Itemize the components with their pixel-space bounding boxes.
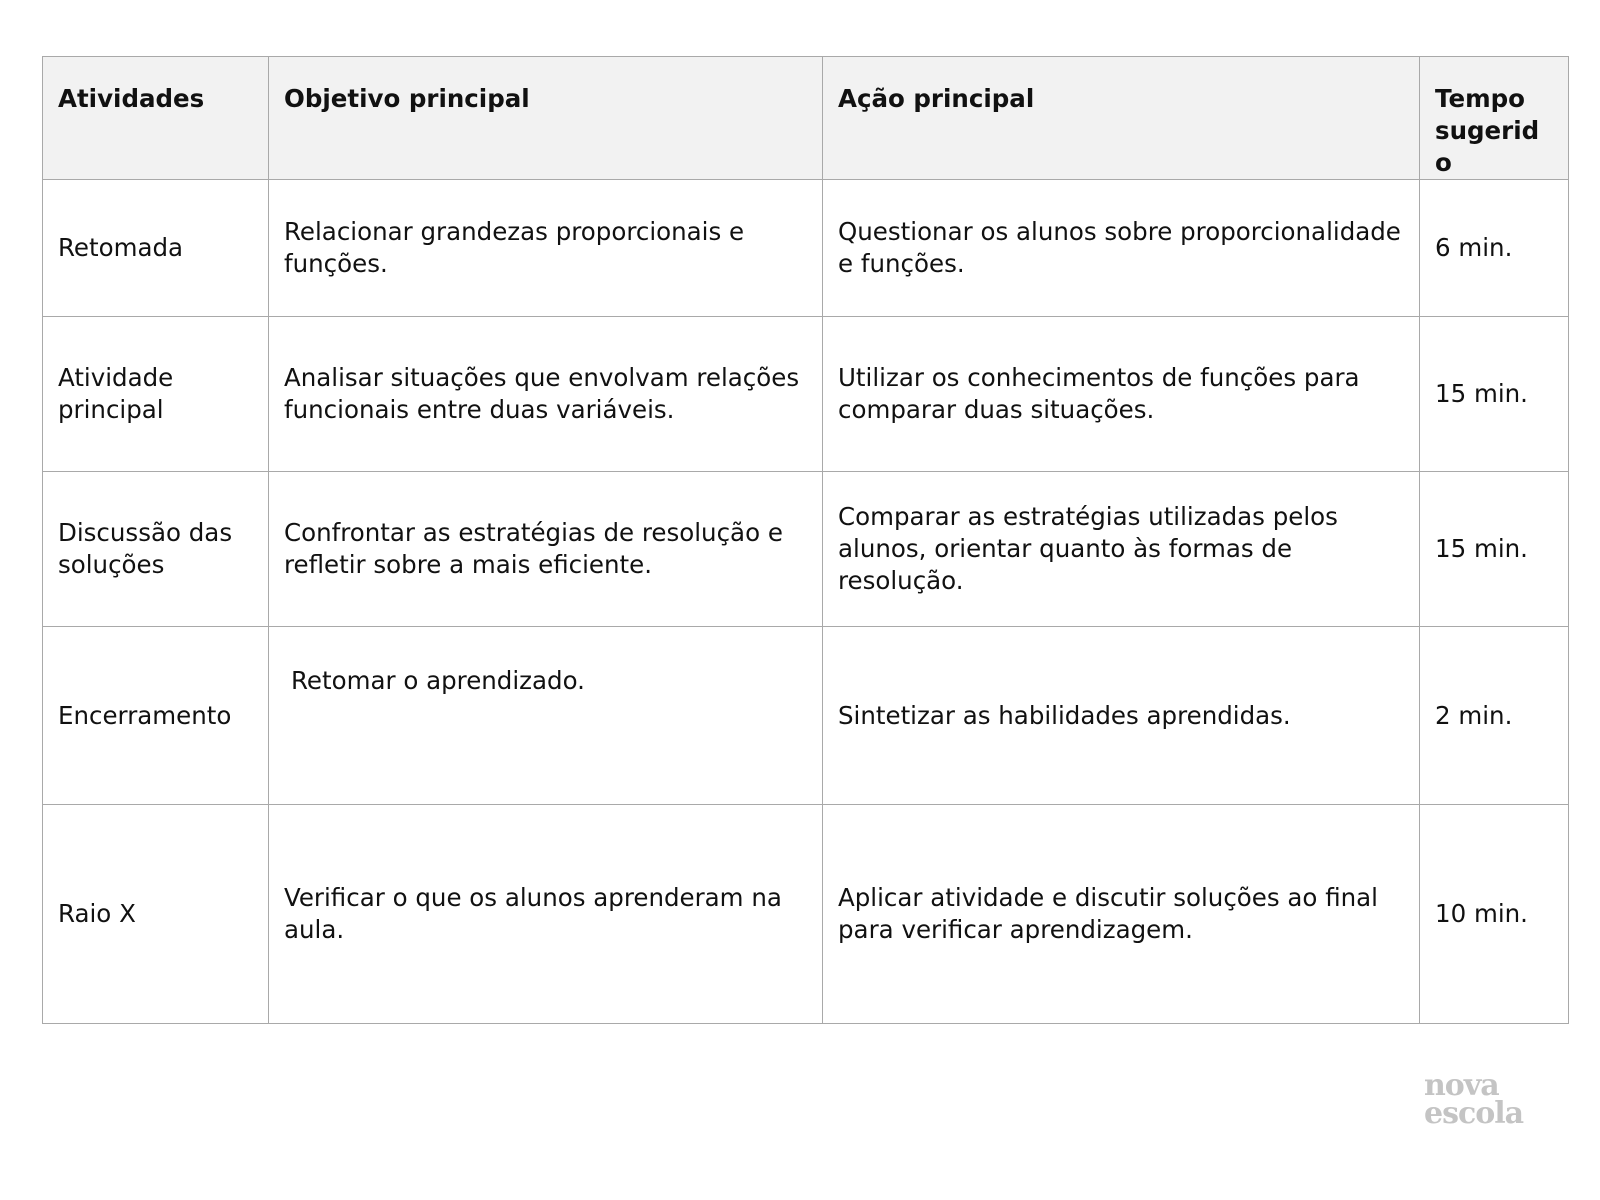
cell-tempo: 15 min. bbox=[1420, 317, 1569, 472]
nova-escola-logo bbox=[1424, 1068, 1544, 1131]
table-row bbox=[43, 805, 1569, 1024]
table-row bbox=[43, 472, 1569, 627]
header-objetivo-principal: Objetivo principal bbox=[269, 57, 823, 180]
cell-atividade: Raio X bbox=[43, 805, 269, 1024]
cell-tempo: 15 min. bbox=[1420, 472, 1569, 627]
table-header-row bbox=[43, 57, 1569, 180]
cell-acao: Comparar as estratégias utilizadas pelos alunos, orientar quanto às formas de resolução. bbox=[823, 472, 1420, 627]
table-row bbox=[43, 627, 1569, 805]
cell-tempo: 2 min. bbox=[1420, 627, 1569, 805]
logo-line-1: nova bbox=[1424, 1068, 1499, 1103]
cell-acao: Utilizar os conhecimentos de funções para comparar duas situações. bbox=[823, 317, 1420, 472]
cell-objetivo: Relacionar grandezas proporcionais e funções. bbox=[269, 180, 823, 317]
cell-acao: Sintetizar as habilidades aprendidas. bbox=[823, 627, 1420, 805]
cell-tempo: 10 min. bbox=[1420, 805, 1569, 1024]
cell-tempo: 6 min. bbox=[1420, 180, 1569, 317]
cell-atividade: Discussão das soluções bbox=[43, 472, 269, 627]
cell-objetivo: Retomar o aprendizado. bbox=[269, 627, 823, 805]
header-tempo-sugerido: Tempo sugerido bbox=[1420, 57, 1569, 180]
cell-atividade: Retomada bbox=[43, 180, 269, 317]
lesson-plan-table bbox=[42, 56, 1569, 1024]
logo-line-2: escola bbox=[1424, 1096, 1524, 1131]
table-row bbox=[43, 317, 1569, 472]
cell-objetivo: Analisar situações que envolvam relações funcionais entre duas variáveis. bbox=[269, 317, 823, 472]
table-row bbox=[43, 180, 1569, 317]
cell-acao: Questionar os alunos sobre proporcionalidade e funções. bbox=[823, 180, 1420, 317]
header-acao-principal: Ação principal bbox=[823, 57, 1420, 180]
cell-acao: Aplicar atividade e discutir soluções ao final para verificar aprendizagem. bbox=[823, 805, 1420, 1024]
cell-atividade: Encerramento bbox=[43, 627, 269, 805]
cell-objetivo: Verificar o que os alunos aprenderam na aula. bbox=[269, 805, 823, 1024]
cell-objetivo: Confrontar as estratégias de resolução e refletir sobre a mais eficiente. bbox=[269, 472, 823, 627]
cell-atividade: Atividade principal bbox=[43, 317, 269, 472]
header-atividades: Atividades bbox=[43, 57, 269, 180]
